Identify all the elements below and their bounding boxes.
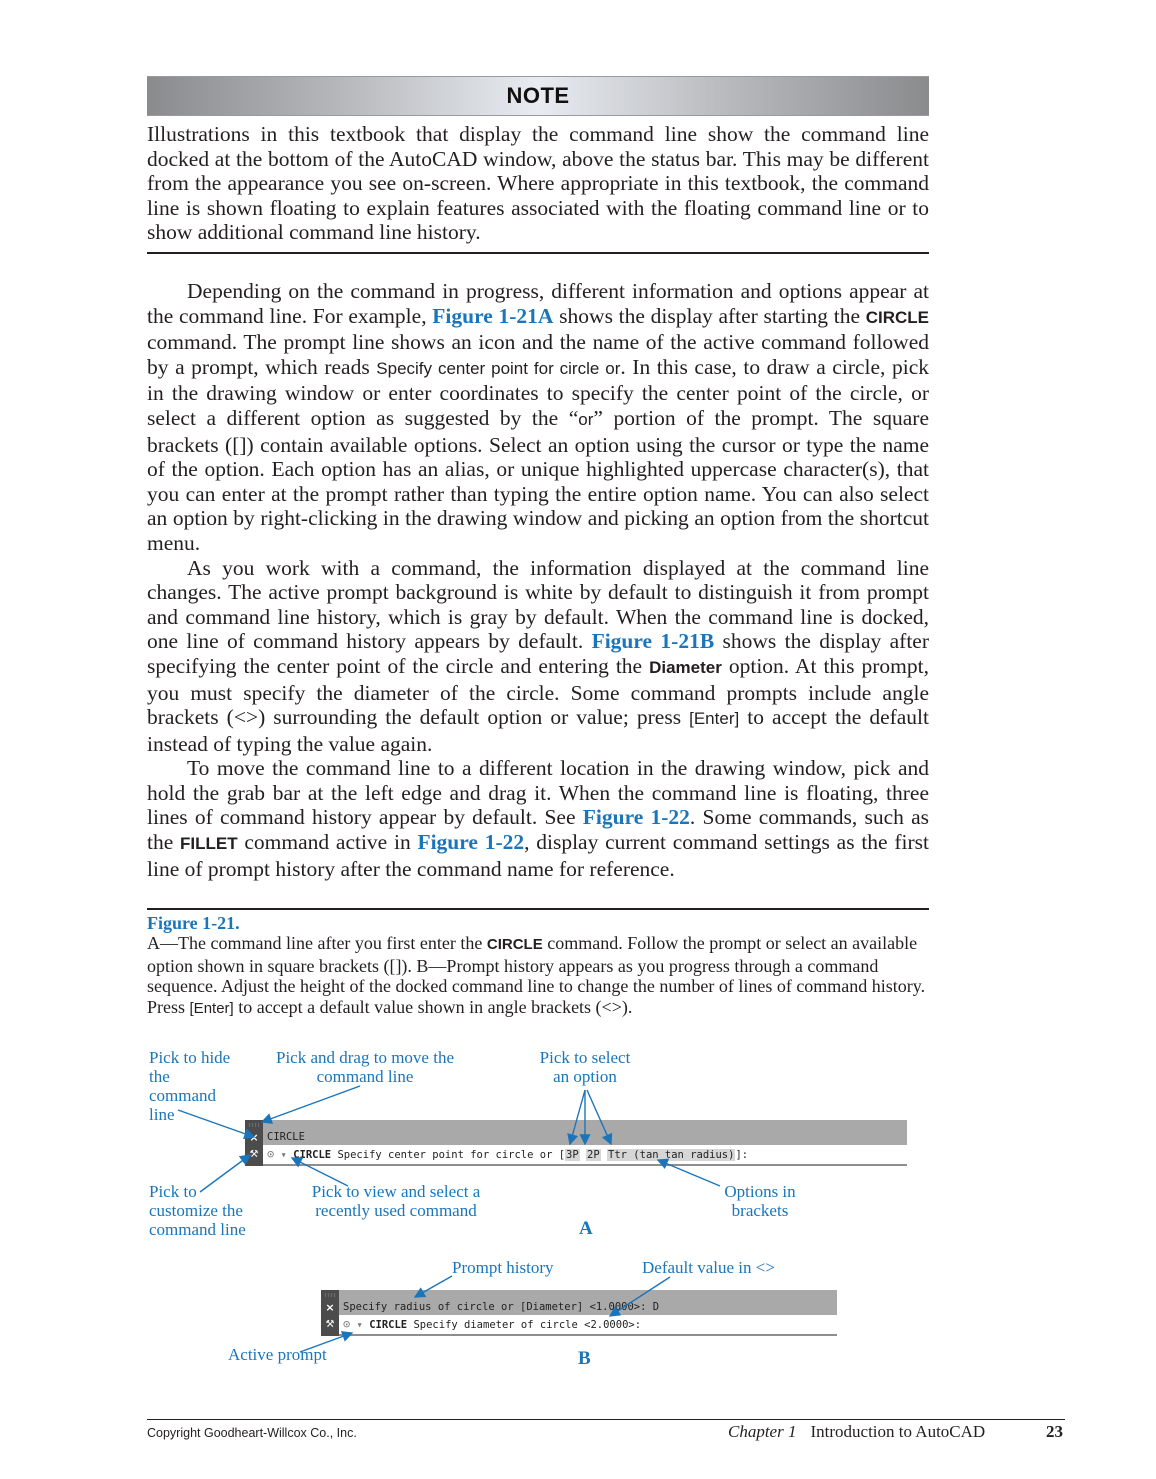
figure-label-b: B	[578, 1348, 591, 1369]
wrench-icon[interactable]: ⚒	[249, 1149, 259, 1160]
or-text: or	[578, 409, 594, 429]
command-history: CIRCLE	[263, 1120, 907, 1145]
command-name: FILLET	[180, 834, 238, 854]
callout-drag: Pick and drag to move the command line	[276, 1048, 454, 1086]
key-name: [Enter]	[189, 999, 234, 1017]
close-icon[interactable]: ×	[249, 1131, 259, 1144]
chapter-title: Introduction to AutoCAD	[810, 1422, 986, 1441]
note-text: Illustrations in this textbook that display the command line show the command line docked at the bottom of the AutoCAD window, above the status bar. This may be different from the appearance you see on-screen. Where appropriate in this textbook, the command line is shown floating to explain features associated with the floating command line or to show additional command line history.	[147, 122, 929, 245]
prompt-text: Specify center point for circle or	[376, 358, 621, 378]
figure-link[interactable]: Figure 1-22	[417, 830, 525, 855]
figure-link[interactable]: Figure 1-21B	[591, 629, 715, 654]
recent-commands-icon[interactable]: ⊙	[343, 1317, 351, 1331]
page-number: 23	[1046, 1422, 1063, 1441]
text: As you work with a command, the information displayed at the command line changes. The active prompt background is white by default to distinguish it from prompt and command line history, which is gray by default. When the command line is docked, one line of command history appears by default.	[147, 555, 929, 654]
text: option. At this prompt, you must specify the diameter of the circle. Some command prompts include angle brackets (<>) surrounding the default option or value; press	[147, 653, 929, 730]
text: to accept a default value shown in angle brackets (<>).	[233, 996, 633, 1017]
dropdown-icon[interactable]: ▾	[350, 1319, 370, 1331]
footer-divider	[147, 1419, 1065, 1420]
text: command. The prompt line shows an icon and the name of the active command followed by a prompt, which reads	[147, 330, 929, 379]
text: command. Follow the prompt or select an available option shown in square brackets ([]). B—Prompt history appears as you progress through a command sequence. Adjust the height of the docked command line to change the number of lines of command history. Press	[147, 933, 926, 1017]
figure-link[interactable]: Figure 1-21A	[432, 303, 554, 328]
callout-select-option: Pick to select an option	[539, 1048, 631, 1086]
callout-customize: Pick to customize the command line	[149, 1182, 246, 1239]
option-name: Diameter	[649, 657, 722, 677]
text: . Some commands, such as the	[147, 805, 930, 855]
note-title: NOTE	[506, 83, 570, 108]
callout-default-value: Default value in <>	[642, 1258, 775, 1277]
close-icon[interactable]: ×	[325, 1301, 335, 1314]
text: shows the display after specifying the center point of the circle and entering the	[147, 629, 930, 678]
text: command active in	[237, 830, 418, 855]
figure-title: Figure 1-21.	[147, 913, 240, 933]
prompt-command: CIRCLE	[369, 1319, 408, 1331]
option-ttr[interactable]: Ttr (tan tan radius)	[608, 1149, 735, 1161]
chapter-number: Chapter 1	[728, 1422, 797, 1441]
command-name: CIRCLE	[865, 307, 929, 327]
text: A—The command line after you first enter the	[147, 933, 487, 953]
key-name: [Enter]	[689, 709, 740, 729]
prompt-command: CIRCLE	[293, 1149, 332, 1161]
wrench-icon[interactable]: ⚒	[325, 1319, 335, 1330]
callout-hide: Pick to hide the command line	[149, 1048, 231, 1124]
option-3p[interactable]: 3P	[566, 1149, 579, 1161]
footer-chapter	[728, 1422, 985, 1442]
recent-commands-icon[interactable]: ⊙	[267, 1147, 275, 1161]
command-history: Specify radius of circle or [Diameter] <1.0000>: D	[339, 1290, 837, 1315]
text: . In this case, to draw a circle, pick in the drawing window or enter coordinates to specify the center point of the circle, or select a different option as suggested by the “	[147, 354, 929, 430]
text: Depending on the command in progress, different information and options appear at the command line. For example,	[147, 279, 929, 328]
callout-recent: Pick to view and select a recently used command	[311, 1182, 481, 1220]
prompt-text: Specify diameter of circle <2.0000>:	[413, 1319, 642, 1331]
text: to accept the default instead of typing the value again.	[147, 705, 930, 756]
figure-label-a: A	[579, 1218, 593, 1239]
prompt-text: Specify center point for circle or [	[337, 1149, 566, 1161]
option-2p[interactable]: 2P	[587, 1149, 600, 1161]
figure-link[interactable]: Figure 1-22	[582, 805, 690, 830]
footer-copyright: Copyright Goodheart-Willcox Co., Inc.	[147, 1426, 357, 1440]
dropdown-icon[interactable]: ▾	[274, 1149, 294, 1161]
callout-active-prompt: Active prompt	[228, 1345, 327, 1364]
text: To move the command line to a different location in the drawing window, pick and hold the grab bar at the left edge and drag it. When the command line is floating, three lines of command history appear by default. See	[147, 756, 929, 830]
text: shows the display after starting the	[553, 303, 866, 328]
callout-options-brackets: Options in brackets	[724, 1182, 796, 1220]
callout-prompt-history: Prompt history	[452, 1258, 554, 1277]
command-name: CIRCLE	[486, 936, 543, 953]
text: , display current command settings as the first line of prompt history after the command name for reference.	[147, 830, 929, 881]
text: ” portion of the prompt. The square brackets ([]) contain available options. Select an option using the cursor or type the name of the option. Each option has an alias, or unique highlighted uppercase character(s), that you can enter at the prompt rather than typing the entire option name. You can also select an option by right-clicking in the drawing window and picking an option from the shortcut menu.	[147, 405, 929, 555]
prompt-end: ]:	[735, 1149, 749, 1161]
